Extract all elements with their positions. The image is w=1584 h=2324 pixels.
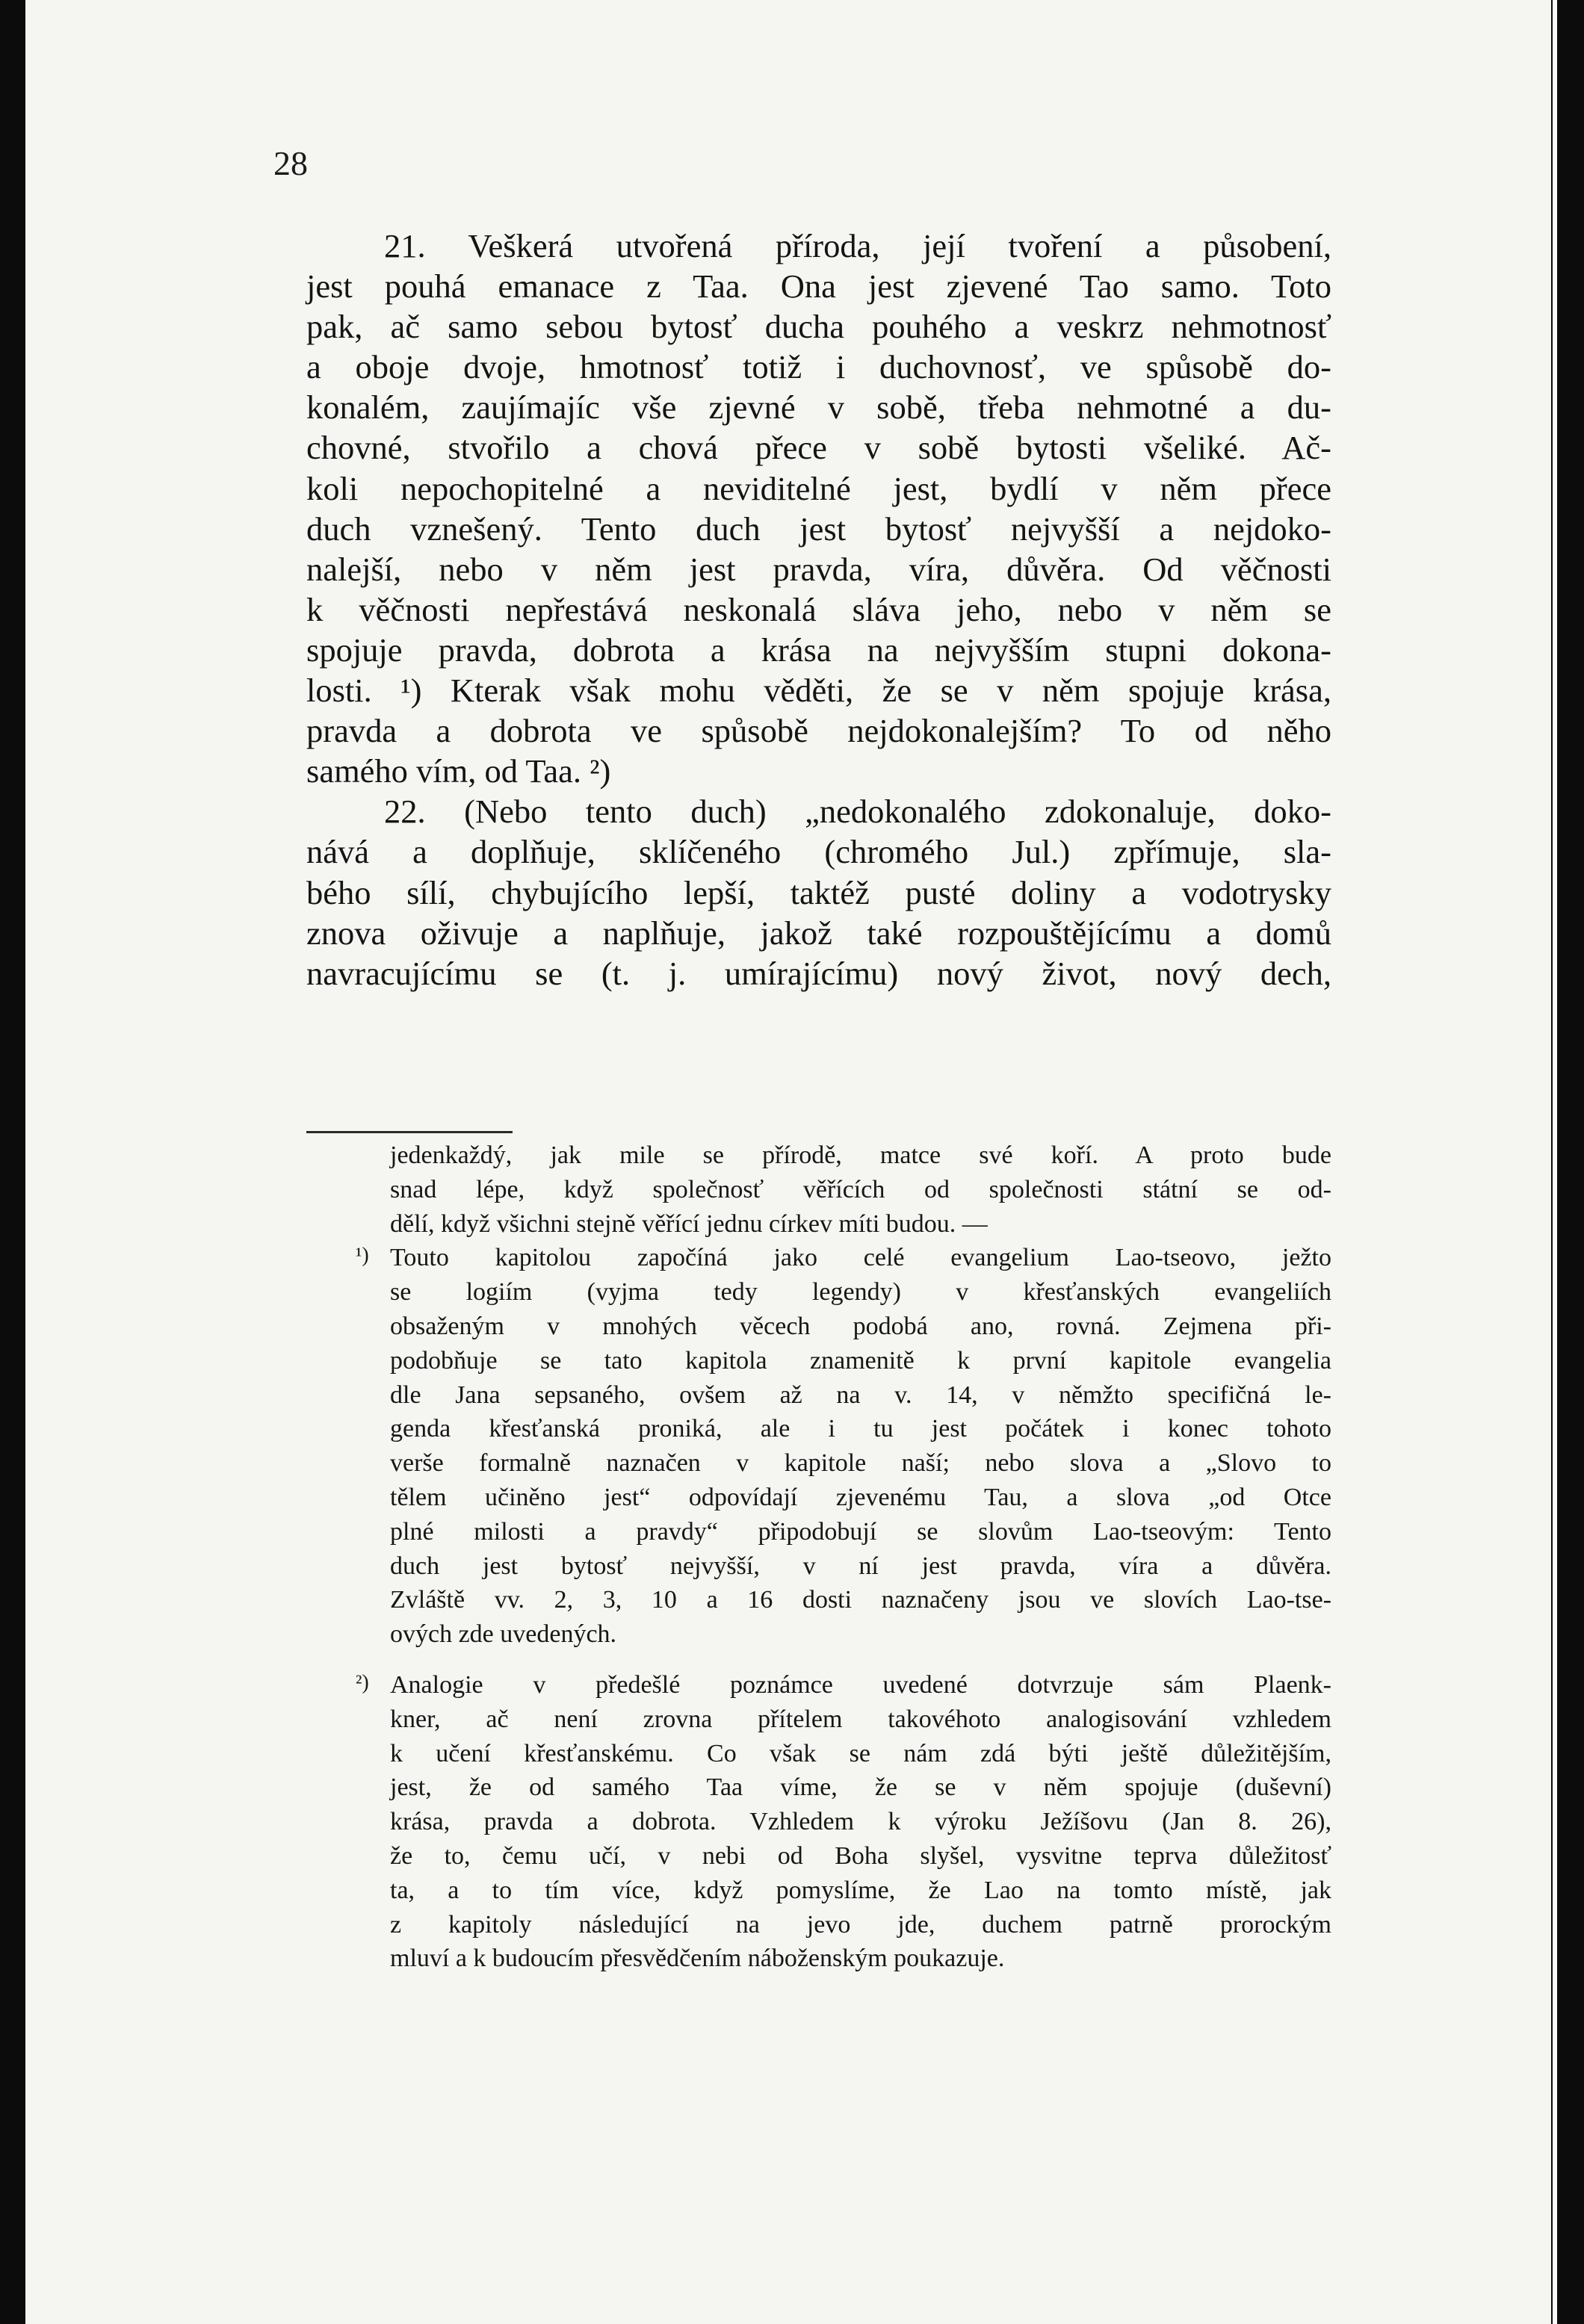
footnote-marker: ¹) — [356, 1244, 369, 1268]
text-line: koli nepochopitelné a neviditelné jest, bydlí v něm přece — [306, 469, 1331, 507]
page-edge — [1553, 0, 1557, 2324]
footnote-gap — [390, 1652, 1331, 1668]
text-line: jest pouhá emanace z Taa. Ona jest zjevené Tao samo. Toto — [306, 267, 1331, 306]
page-number: 28 — [273, 144, 308, 182]
text-line: nalejší, nebo v něm jest pravda, víra, důvěra. Od věčnosti — [306, 550, 1331, 588]
footnote-line: že to, čemu učí, v nebi od Boha slyšel, vysvitne teprva důležitosť — [390, 1841, 1331, 1870]
text-line: 21. Veškerá utvořená příroda, její tvoření a působení, — [384, 227, 1331, 264]
footnotes — [356, 1138, 1331, 1976]
footnote-line: snad lépe, když společnosť věřících od společnosti státní se od- — [390, 1175, 1331, 1203]
text-line: spojuje pravda, dobrota a krása na nejvyšším stupni dokona- — [306, 630, 1331, 669]
footnote-line: se logiím (vyjma tedy legendy) v křesťanských evangeliích — [390, 1278, 1331, 1307]
footnote-line: krása, pravda a dobrota. Vzhledem k výroku Ježíšovu (Jan 8. 26), — [390, 1808, 1331, 1836]
footnote-line: Analogie v předešlé poznámce uvedené dotvrzuje sám Plaenk- — [390, 1670, 1331, 1699]
footnote-rule — [306, 1131, 513, 1133]
footnote-continuation — [390, 1138, 1331, 1241]
text-line: 22. (Nebo tento duch) „nedokonalého zdokonaluje, doko- — [384, 793, 1331, 831]
text-line: chovné, stvořilo a chová přece v sobě bytosti všeliké. Ač- — [306, 429, 1331, 467]
footnote-line: dělí, když všichni stejně věřící jednu církev míti budou. — — [390, 1209, 988, 1238]
footnote-line: Zvláště vv. 2, 3, 10 a 16 dosti naznačeny jsou ve slovích Lao-tse- — [390, 1586, 1331, 1614]
footnote-line: tělem učiněno jest“ odpovídají zjevenému Tau, a slova „od Otce — [390, 1483, 1331, 1511]
main-text — [306, 226, 1331, 994]
text-line: a oboje dvoje, hmotnosť totiž i duchovnosť, ve spůsobě do- — [306, 348, 1331, 386]
footnote-line: kner, ač není zrovna přítelem takovéhoto analogisování vzhledem — [390, 1705, 1331, 1733]
text-line: navracujícímu se (t. j. umírajícímu) nový život, nový dech, — [306, 954, 1331, 992]
footnote-line: ových zde uvedených. — [390, 1620, 617, 1649]
text-line: pak, ač samo sebou bytosť ducha pouhého a veskrz nehmotnosť — [306, 308, 1331, 346]
footnote-line: jest, že od samého Taa víme, že se v něm spojuje (duševní) — [390, 1773, 1331, 1802]
footnote-line: obsaženým v mnohých věcech podobá ano, rovná. Zejmena při- — [390, 1312, 1331, 1340]
footnote-line: verše formalně naznačen v kapitole naší; nebo slova a „Slovo to — [390, 1449, 1331, 1478]
footnote-line: mluví a k budoucím přesvědčením náboženským poukazuje. — [390, 1945, 1005, 1973]
footnote-line: ta, a to tím více, když pomyslíme, že Lao na tomto místě, jak — [390, 1876, 1331, 1904]
footnote-line: plné milosti a pravdy“ připodobují se slovům Lao-tseovým: Tento — [390, 1517, 1331, 1546]
footnote-1 — [356, 1241, 1331, 1652]
text-line: bého sílí, chybujícího lepší, taktéž pusté doliny a vodotrysky — [306, 873, 1331, 911]
text-line: nává a doplňuje, sklíčeného (chromého Jul.) zpřímuje, sla- — [306, 833, 1331, 871]
text-line: samého vím, od Taa. ²) — [306, 752, 611, 790]
footnote-line: podobňuje se tato kapitola znamenitě k první kapitole evangelia — [390, 1346, 1331, 1375]
footnote-2 — [356, 1668, 1331, 1976]
text-line: k věčnosti nepřestává neskonalá sláva jeho, nebo v něm se — [306, 590, 1331, 628]
text-line: duch vznešený. Tento duch jest bytosť nejvyšší a nejdoko- — [306, 509, 1331, 548]
footnote-line: jedenkaždý, jak mile se přírodě, matce své koří. A proto bude — [390, 1141, 1331, 1169]
text-line: pravda a dobrota ve spůsobě nejdokonalejším? To od něho — [306, 712, 1331, 750]
footnote-line: Touto kapitolou započíná jako celé evangelium Lao-tseovo, ježto — [390, 1244, 1331, 1272]
footnote-line: dle Jana sepsaného, ovšem až na v. 14, v němžto specifičná le- — [390, 1381, 1331, 1409]
text-line: znova oživuje a naplňuje, jakož také rozpouštějícímu a domů — [306, 914, 1331, 952]
footnote-line: z kapitoly následující na jevo jde, duchem patrně prorockým — [390, 1910, 1331, 1939]
footnote-line: genda křesťanská proniká, ale i tu jest počátek i konec tohoto — [390, 1415, 1331, 1443]
footnote-marker: ²) — [356, 1670, 369, 1694]
footnote-line: k učení křesťanskému. Co však se nám zdá býti ještě důležitějším, — [390, 1739, 1331, 1767]
text-line: losti. ¹) Kterak však mohu věděti, že se v něm spojuje krása, — [306, 672, 1331, 710]
text-line: konalém, zaujímajíc vše zjevné v sobě, třeba nehmotné a du- — [306, 388, 1331, 427]
footnote-line: duch jest bytosť nejvyšší, v ní jest pravda, víra a důvěra. — [390, 1552, 1331, 1580]
